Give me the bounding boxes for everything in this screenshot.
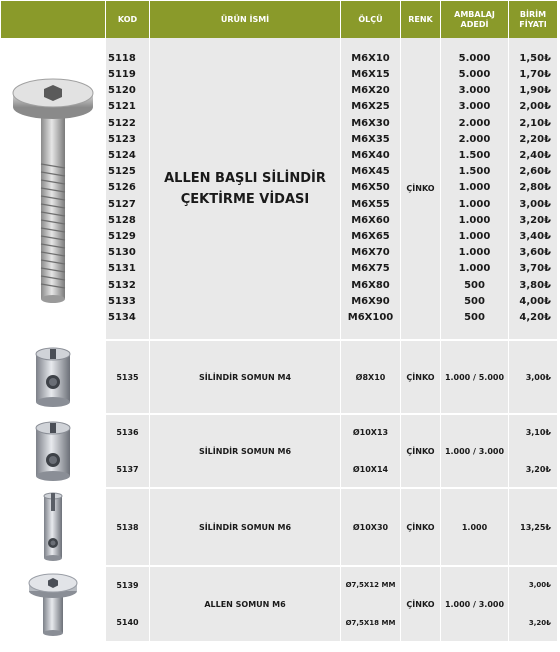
fiyat-value: 4,20₺ bbox=[519, 311, 551, 323]
ambalaj-value: 1.000 bbox=[458, 230, 491, 242]
kod-value: 5120 bbox=[108, 85, 136, 97]
kod-value: 5131 bbox=[108, 263, 136, 275]
ambalaj-value: 2.000 bbox=[458, 133, 491, 145]
product-name: ALLEN BAŞLI SİLİNDİR ÇEKTİRME VİDASI bbox=[164, 170, 326, 207]
ambalaj-value: 1.500 bbox=[458, 166, 491, 178]
olcu-value: M6X90 bbox=[351, 295, 390, 307]
fiyat-pair bbox=[509, 581, 551, 627]
ambalaj-value: 1.000 bbox=[458, 247, 491, 259]
fiyat-value: 1,70₺ bbox=[519, 69, 551, 81]
allen-nut-icon bbox=[25, 571, 81, 637]
product-price-table-container bbox=[1, 1, 557, 643]
product-group-allen-bolt bbox=[1, 38, 557, 341]
fiyat-list bbox=[509, 51, 557, 326]
ambalaj-value: 1.000 bbox=[458, 182, 491, 194]
ambalaj-value: 2.000 bbox=[458, 117, 491, 129]
ambalaj-cell bbox=[441, 38, 509, 341]
olcu-cell bbox=[341, 567, 401, 643]
allen-bolt-image-cell bbox=[1, 38, 106, 341]
fiyat-value: 3,20₺ bbox=[528, 619, 551, 627]
olcu-value: M6X65 bbox=[351, 230, 390, 242]
kod-pair bbox=[106, 581, 149, 627]
fiyat-value: 2,00₺ bbox=[519, 101, 551, 113]
kod-value: 5125 bbox=[108, 166, 136, 178]
ambalaj-cell: 1.000 / 3.000 bbox=[441, 415, 509, 489]
olcu-value: M6X20 bbox=[351, 85, 390, 97]
ambalaj-value: 1.000 bbox=[458, 214, 491, 226]
allen-bolt-icon bbox=[8, 69, 98, 309]
fiyat-value: 4,00₺ bbox=[519, 295, 551, 307]
product-name-cell bbox=[150, 38, 341, 341]
kod-value: 5137 bbox=[116, 465, 139, 474]
fiyat-value: 1,90₺ bbox=[519, 85, 551, 97]
olcu-value: M6X40 bbox=[351, 150, 390, 162]
olcu-value: M6X25 bbox=[351, 101, 390, 113]
ambalaj-value: 500 bbox=[464, 311, 485, 323]
kod-value: 5139 bbox=[116, 581, 139, 590]
header-ambalaj-adedi: AMBALAJ ADEDİ bbox=[441, 1, 509, 38]
olcu-list bbox=[341, 51, 400, 326]
kod-value: 5132 bbox=[108, 279, 136, 291]
kod-value: 5124 bbox=[108, 150, 136, 162]
fiyat-cell bbox=[509, 38, 557, 341]
cross-dowel-image-cell bbox=[1, 415, 106, 489]
renk-cell: ÇİNKO bbox=[401, 38, 441, 341]
table-header-row bbox=[1, 1, 557, 38]
fiyat-value: 3,20₺ bbox=[519, 214, 551, 226]
renk-cell: ÇİNKO bbox=[401, 415, 441, 489]
ambalaj-value: 5.000 bbox=[458, 52, 491, 64]
olcu-value: M6X100 bbox=[347, 311, 394, 323]
kod-value: 5122 bbox=[108, 117, 136, 129]
kod-cell bbox=[106, 415, 150, 489]
ambalaj-value: 3.000 bbox=[458, 85, 491, 97]
kod-value: 5123 bbox=[108, 133, 136, 145]
header-birim-fiyati: BİRİM FİYATI bbox=[509, 1, 557, 38]
fiyat-value: 3,70₺ bbox=[519, 263, 551, 275]
olcu-value: M6X50 bbox=[351, 182, 390, 194]
fiyat-value: 2,10₺ bbox=[519, 117, 551, 129]
product-group-silindir-somun-m6-b bbox=[1, 489, 557, 567]
ambalaj-value: 5.000 bbox=[458, 69, 491, 81]
olcu-value: Ø10X14 bbox=[352, 465, 389, 474]
kod-value: 5136 bbox=[116, 428, 139, 437]
olcu-cell bbox=[341, 415, 401, 489]
olcu-value: M6X80 bbox=[351, 279, 390, 291]
olcu-value: M6X15 bbox=[351, 69, 390, 81]
olcu-value: Ø10X13 bbox=[352, 428, 389, 437]
olcu-value: Ø7,5X12 MM bbox=[345, 581, 396, 589]
olcu-cell: Ø8X10 bbox=[341, 341, 401, 415]
olcu-value: M6X30 bbox=[351, 117, 390, 129]
kod-value: 5126 bbox=[108, 182, 136, 194]
olcu-pair bbox=[341, 428, 400, 474]
kod-cell: 5138 bbox=[106, 489, 150, 567]
fiyat-value: 3,00₺ bbox=[519, 198, 551, 210]
product-group-silindir-somun-m4 bbox=[1, 341, 557, 415]
olcu-value: M6X75 bbox=[351, 263, 390, 275]
header-urun-ismi: ÜRÜN İSMİ bbox=[150, 1, 341, 38]
kod-value: 5140 bbox=[116, 618, 139, 627]
kod-value: 5119 bbox=[108, 69, 136, 81]
fiyat-cell: 13,25₺ bbox=[509, 489, 557, 567]
renk-cell: ÇİNKO bbox=[401, 567, 441, 643]
fiyat-value: 2,60₺ bbox=[519, 166, 551, 178]
fiyat-value: 2,40₺ bbox=[519, 150, 551, 162]
header-olcu: ÖLÇÜ bbox=[341, 1, 401, 38]
kod-cell bbox=[106, 38, 150, 341]
fiyat-value: 3,20₺ bbox=[525, 465, 551, 474]
olcu-value: M6X60 bbox=[351, 214, 390, 226]
kod-value: 5130 bbox=[108, 247, 136, 259]
kod-list bbox=[106, 51, 149, 326]
fiyat-pair bbox=[509, 428, 551, 474]
kod-value: 5134 bbox=[108, 311, 136, 323]
fiyat-value: 3,10₺ bbox=[525, 428, 551, 437]
olcu-value: M6X10 bbox=[351, 52, 390, 64]
olcu-value: M6X45 bbox=[351, 166, 390, 178]
product-name-cell: SİLİNDİR SOMUN M4 bbox=[150, 341, 341, 415]
cross-dowel-nut-icon bbox=[28, 346, 78, 408]
product-group-allen-somun-m6 bbox=[1, 567, 557, 643]
ambalaj-list bbox=[441, 51, 508, 326]
fiyat-value: 3,40₺ bbox=[519, 230, 551, 242]
long-cross-dowel-image-cell bbox=[1, 489, 106, 567]
kod-cell bbox=[106, 567, 150, 643]
kod-value: 5121 bbox=[108, 101, 136, 113]
product-name-cell: SİLİNDİR SOMUN M6 bbox=[150, 489, 341, 567]
kod-value: 5133 bbox=[108, 295, 136, 307]
cross-dowel-image-cell bbox=[1, 341, 106, 415]
olcu-value: M6X70 bbox=[351, 247, 390, 259]
product-group-silindir-somun-m6-a bbox=[1, 415, 557, 489]
ambalaj-value: 1.000 bbox=[458, 263, 491, 275]
header-kod: KOD bbox=[106, 1, 150, 38]
fiyat-value: 3,00₺ bbox=[528, 581, 551, 589]
ambalaj-cell: 1.000 / 3.000 bbox=[441, 567, 509, 643]
long-cross-dowel-icon bbox=[38, 491, 68, 563]
olcu-pair bbox=[341, 581, 400, 627]
ambalaj-value: 500 bbox=[464, 279, 485, 291]
olcu-cell bbox=[341, 38, 401, 341]
kod-value: 5129 bbox=[108, 230, 136, 242]
ambalaj-value: 500 bbox=[464, 295, 485, 307]
fiyat-cell bbox=[509, 415, 557, 489]
renk-cell: ÇİNKO bbox=[401, 341, 441, 415]
fiyat-value: 2,80₺ bbox=[519, 182, 551, 194]
fiyat-cell: 3,00₺ bbox=[509, 341, 557, 415]
ambalaj-value: 1.500 bbox=[458, 150, 491, 162]
ambalaj-value: 3.000 bbox=[458, 101, 491, 113]
kod-value: 5128 bbox=[108, 214, 136, 226]
kod-value: 5118 bbox=[108, 52, 136, 64]
allen-nut-image-cell bbox=[1, 567, 106, 643]
fiyat-value: 3,80₺ bbox=[519, 279, 551, 291]
olcu-cell: Ø10X30 bbox=[341, 489, 401, 567]
ambalaj-value: 1.000 bbox=[458, 198, 491, 210]
kod-cell: 5135 bbox=[106, 341, 150, 415]
fiyat-value: 1,50₺ bbox=[519, 52, 551, 64]
kod-pair bbox=[106, 428, 149, 474]
fiyat-value: 2,20₺ bbox=[519, 133, 551, 145]
renk-cell: ÇİNKO bbox=[401, 489, 441, 567]
product-name-cell: SİLİNDİR SOMUN M6 bbox=[150, 415, 341, 489]
fiyat-value: 3,60₺ bbox=[519, 247, 551, 259]
product-name-cell: ALLEN SOMUN M6 bbox=[150, 567, 341, 643]
header-renk: RENK bbox=[401, 1, 441, 38]
kod-value: 5127 bbox=[108, 198, 136, 210]
ambalaj-cell: 1.000 / 5.000 bbox=[441, 341, 509, 415]
fiyat-cell bbox=[509, 567, 557, 643]
olcu-value: M6X55 bbox=[351, 198, 390, 210]
header-image bbox=[1, 1, 106, 38]
ambalaj-cell: 1.000 bbox=[441, 489, 509, 567]
cross-dowel-nut-icon bbox=[28, 420, 78, 482]
olcu-value: M6X35 bbox=[351, 133, 390, 145]
olcu-value: Ø7,5X18 MM bbox=[345, 619, 396, 627]
product-price-table bbox=[1, 1, 557, 643]
